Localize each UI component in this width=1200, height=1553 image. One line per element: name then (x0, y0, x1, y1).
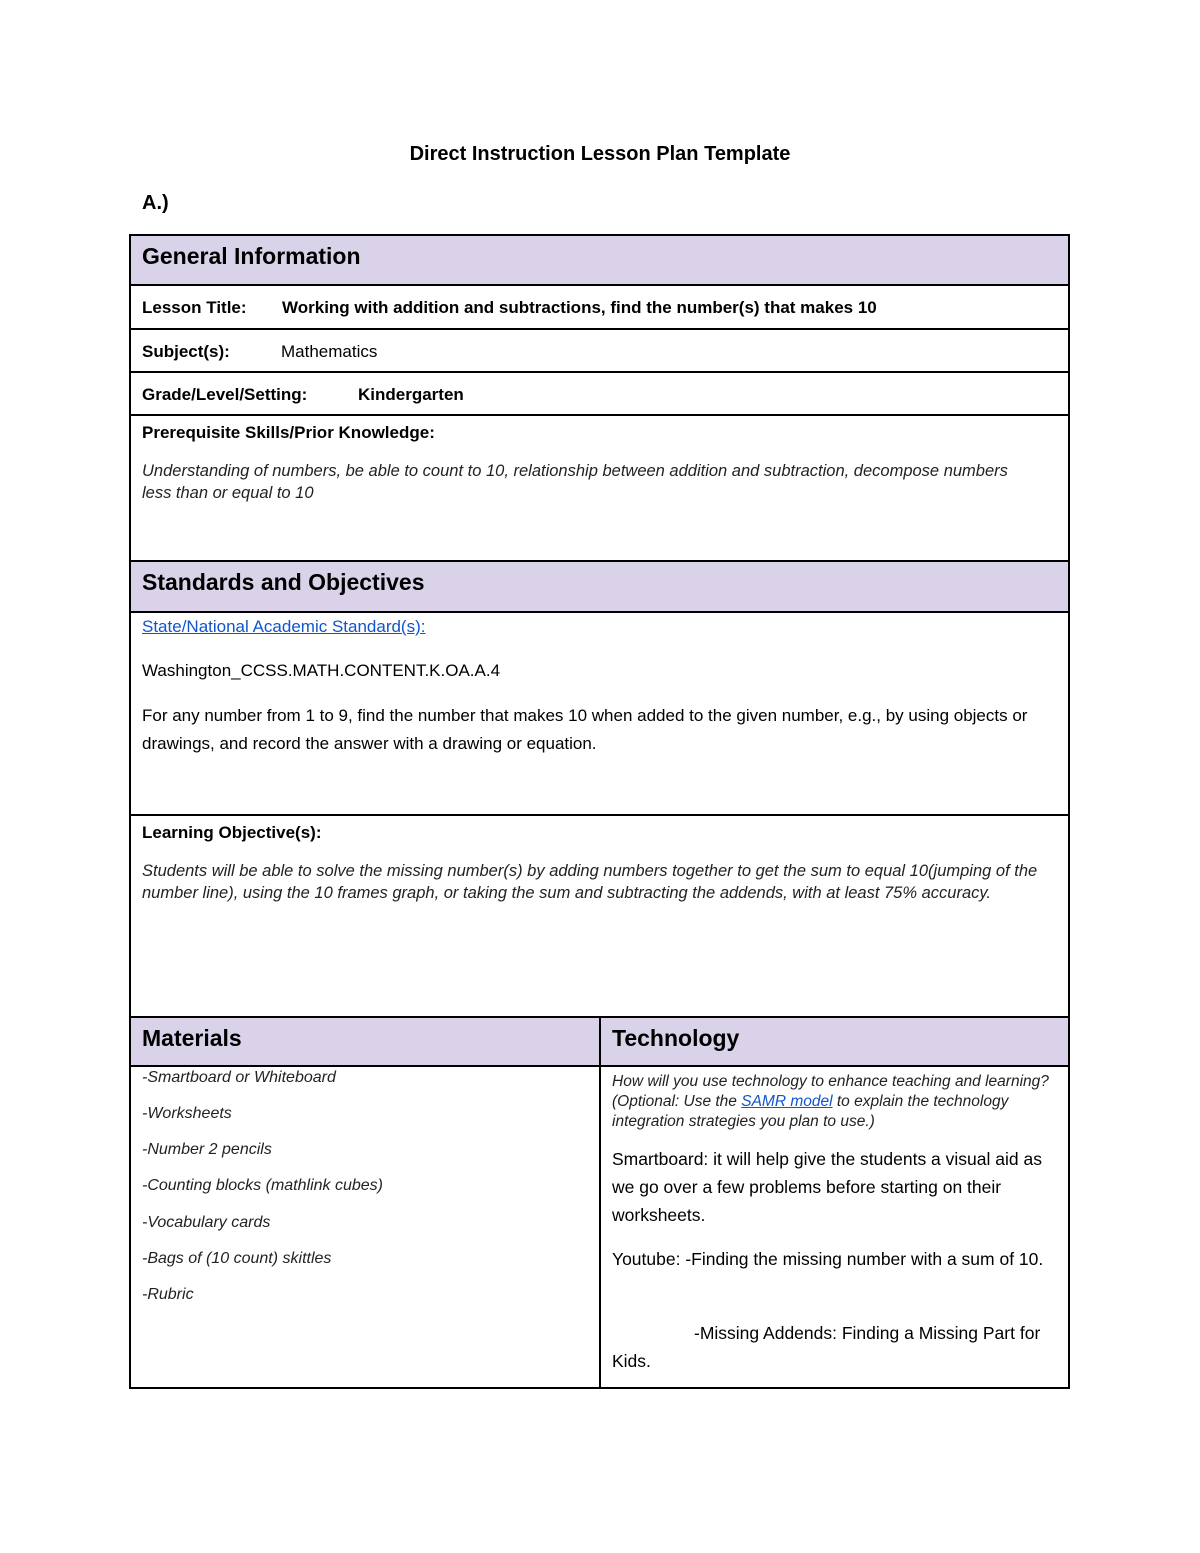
materials-item: -Number 2 pencils (142, 1141, 272, 1158)
materials-item: -Worksheets (142, 1105, 232, 1122)
grade-row (131, 373, 1068, 416)
materials-item: -Rubric (142, 1286, 194, 1303)
technology-prompt-after: to explain the technology integration strategies you plan to use.) (612, 1093, 1009, 1130)
youtube-second-text: -Missing Addends: Finding a Missing Part for Kids. (612, 1323, 1041, 1371)
materials-item: -Smartboard or Whiteboard (142, 1069, 336, 1086)
standard-code: Washington_CCSS.MATH.CONTENT.K.OA.A.4 (142, 661, 501, 680)
prerequisite-value: Understanding of numbers, be able to count to 10, relationship between addition and subtraction, decompose numbers less than or equal to 10 (142, 462, 1008, 502)
materials-item: -Counting blocks (mathlink cubes) (142, 1177, 383, 1194)
lesson-title-label: Lesson Title: (142, 298, 247, 317)
column-divider (599, 1018, 601, 1387)
learning-objective-label: Learning Objective(s): (142, 823, 322, 842)
materials-item: -Bags of (10 count) skittles (142, 1250, 332, 1267)
standards-row (131, 613, 1068, 816)
technology-prompt-before: How will you use technology to enhance teaching and learning? (Optional: Use the (612, 1073, 1049, 1110)
learning-objective-row (131, 816, 1068, 1018)
standards-header: Standards and Objectives (142, 569, 425, 595)
youtube-text: Youtube: -Finding the missing number with a sum of 10. (612, 1249, 1044, 1269)
learning-objective-value: Students will be able to solve the missing number(s) by adding numbers together to get the sum to equal 10(jumping of the number line), using the 10 frames graph, or taking the sum and subtracting the addends, with at least 75% accuracy. (142, 862, 1038, 902)
standards-header-row (131, 562, 1068, 613)
prerequisite-label: Prerequisite Skills/Prior Knowledge: (142, 423, 435, 442)
standard-text: For any number from 1 to 9, find the number that makes 10 when added to the given number, e.g., by using objects or drawings, and record the answer with a drawing or equation. (142, 706, 1028, 753)
document-title: Direct Instruction Lesson Plan Template (409, 143, 791, 165)
samr-model-link[interactable]: SAMR model (741, 1093, 833, 1110)
standards-link[interactable]: State/National Academic Standard(s): (142, 617, 426, 636)
grade-value: Kindergarten (358, 385, 464, 404)
prerequisite-row (131, 416, 1068, 562)
subjects-row (131, 330, 1068, 373)
technology-prompt (612, 1072, 1052, 1132)
lesson-title-value: Working with addition and subtractions, find the number(s) that makes 10 (282, 298, 877, 317)
grade-label: Grade/Level/Setting: (142, 385, 308, 404)
technology-header: Technology (612, 1025, 740, 1051)
materials-item: -Vocabulary cards (142, 1214, 271, 1231)
section-letter: A.) (142, 192, 169, 214)
lesson-title-row (131, 286, 1068, 330)
subjects-label: Subject(s): (142, 342, 230, 361)
general-information-header-row (131, 236, 1068, 286)
materials-header: Materials (142, 1025, 242, 1051)
smartboard-text: Smartboard: it will help give the students a visual aid as we go over a few problems before starting on their worksheets. (612, 1149, 1042, 1225)
lesson-plan-table (129, 234, 1070, 1389)
general-information-header: General Information (142, 243, 361, 269)
subjects-value: Mathematics (281, 342, 378, 361)
